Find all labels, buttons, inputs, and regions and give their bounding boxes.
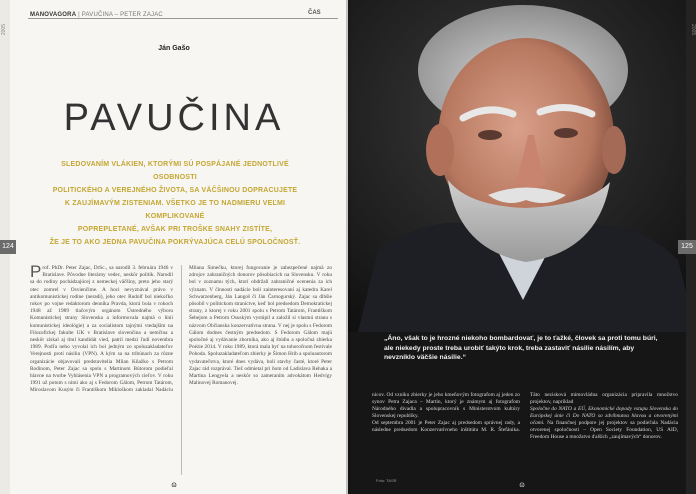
- breadcrumb-section: MANOVAGORA: [30, 12, 77, 18]
- breadcrumb-separator: –: [114, 12, 121, 18]
- page-number-right: 125: [678, 240, 696, 254]
- right-page: [348, 0, 696, 494]
- footer-ornament-icon: ɷ: [519, 480, 525, 489]
- body-paragraph: [530, 406, 678, 441]
- article-body-right: [372, 392, 678, 474]
- breadcrumb-person: PETER ZAJAC: [120, 12, 163, 18]
- article-title: PAVUČINA: [63, 97, 285, 139]
- lead-line: POPREPLETANÉ, AVŠAK PRI TROŠKE SNAHY ZISTÍTE,: [77, 226, 273, 233]
- spine-gutter: [346, 0, 352, 494]
- body-text: Na finančnej podpore jej projektov sa podieľala Nadácia otvorenej spoločnosti – Open Society Foundation, US AID, Freedom House a množstvo ďalších „zaujímavých“ donorov.: [530, 420, 678, 440]
- lead-line: K ZAUJÍMAVÝM ZISTENIAM. VŠETKO JE TO NADMIERU VEĽMI KOMPLIKOVANÉ: [64, 200, 286, 220]
- header-divider: [28, 18, 338, 19]
- drop-cap: P: [30, 265, 42, 281]
- footer-ornament-icon: ɷ: [171, 480, 177, 489]
- pull-quote: „Áno, však to je hrozné niekoho bombardovať, je to ťažké, človek sa proti tomu búri, ale niekedy proste treba urobiť takýto krok, treba zastaviť násilie násilím, aby nevzniklo väčšie násilie.“: [384, 335, 658, 361]
- magazine-logo: ČAS: [308, 10, 321, 16]
- article-body-left: [30, 265, 332, 475]
- body-text: rof. PhDr. Peter Zajac, DrSc., sa narodil 3. februára 1946 v Bratislave. Pôvodne literárny vedec, neskôr politik. Narodil sa do rodiny pochádzajúcej z nemeckej väčšiny, preto jeho starý otec zomrel v Osvienčime. A hoci nevyznával právo v antikomunistickej rodine (neradi), jeho otec Rudolf bol niekoľko rokov po vojne redaktorom denníka Pravda, ktorá bola v rokoch 1948 až 1989 tlačovým orgánom Ústredného výboru Komunistickej strany Slovenska a informovala najmä o línii komunistickej ideológie) a za socialistom tajnými vtedajším na Filozofickej fakulte UK v Bratislave slovenčina a nemčina a neskôr získal aj titul kandidát vied, patril medzi ľudí novembra 1989. Podľa neho vyvolal ich bol jedným zo spoluzakladateľov Verejnosti proti násiliu (VPN). A kým sa na tribúnach za rôzne organizácie objavovali predstavitelia Milan Kňažko s Petrom Rodinom, Peter Zajac sa spolu s Martinom Bútorom podieľal hlavne na tvorbe Vyhlásenia VPN a programových cieľov. V roku 1991 už potom s nimi ako aj s Fedorom Gálom, Petrom Tatárom, Miroslavom Kusým či Františkom Mikloškom zakladal Nadáciu Milana Šimečku, ktorej fungovanie je zabezpečené najmä zo zdrojov zahraničných donorov pôsobiacich na Slovensku. V roku bol v zoznamu tých, ktorí obdržali zahraničné ocenenia za ich význam. V činnosti nadácie boli zainteresovaní aj katedra Karel Schwarzenberg, Ján Langoš či Ján Čarnogurský. Zajac sa dlhšie pôsobil v politickom straníctve, keď bol predsedom Demokratickej strany, z ktorej v roku 2001 spolu s Petrom Tatárom, Františkom Šebejom a Petrom Osuským vystúpil a založil si vlastnú stranu s názvom Občianska konzervatívna strana. V nej je spolu s Fedorom Gálom dodnes čestným predsedom. S Fedorom Gálom majú spoločné aj vydávanie zborníka, ako aj štúdiu a spoločná zbierka Poézie 2014. V roku 1989, ktorá mala byť na tohoročnom festivale Pohoda. Spoluzakladateľom zbierky je Šimon Hrib a spoluautorom vydavateľstva, ktoré dnes vydáva, boli stavby časté, ktoré Peter Zajac rád rozprával. Tiež odmietal pri ňom od Ladislava Rehaka a Martina Lengyela a neskôr so zameraním advokátom Hedvigy Malinovej Romanovej.: [30, 265, 332, 394]
- photo-credit: Foto: TASR: [376, 478, 397, 483]
- page-number-left: 124: [0, 240, 16, 254]
- portrait-photo: [348, 0, 696, 332]
- body-paragraph: Od septembra 2001 je Peter Zajac aj predsedom správnej rady, a následne predsedom Konzervatívneho inštitútu M. R. Štefánika. Táto nezisková mimovládna organizácia pripravila množstvo projektov, napríklad: [372, 392, 678, 433]
- side-year: 2005: [1, 24, 7, 36]
- body-paragraph: nicov. Od vzniku zbierky je jeho kmeňovým fotografom aj jeden zo synov Petra Zajaca – Martin, ktorý je známym aj fotografom Národného divadla a spolupracovník s Ministerstvom kultúry Slovenskej republiky.: [372, 392, 520, 419]
- breadcrumb-separator: |: [78, 12, 82, 18]
- lead-line: SLEDOVANÍM VLÁKIEN, KTORÝMI SÚ POSPÁJANÉ JEDNOTLIVÉ OSOBNOSTI: [61, 161, 289, 181]
- lead-paragraph: [44, 158, 306, 249]
- lead-line: ŽE JE TO AKO JEDNA PAVUČINA POKRÝVAJÚCA CELÚ SPOLOČNOSŤ.: [49, 239, 301, 246]
- lead-line: POLITICKÉHO A VEREJNÉHO ŽIVOTA, SA VÄČŠINOU DOPRACUJETE: [52, 187, 298, 194]
- project-titles: Spoločne do NATO a EÚ, Ekonomické dopady vstupu Slovenska do Európskej únie či Do NATO so zdvihnutou hlavou a otvorenými očami.: [530, 406, 678, 426]
- breadcrumb-topic: PAVUČINA: [81, 12, 113, 18]
- body-paragraph: [30, 265, 332, 395]
- side-year: 2005: [690, 24, 696, 36]
- author-name: Ján Gašo: [158, 45, 190, 52]
